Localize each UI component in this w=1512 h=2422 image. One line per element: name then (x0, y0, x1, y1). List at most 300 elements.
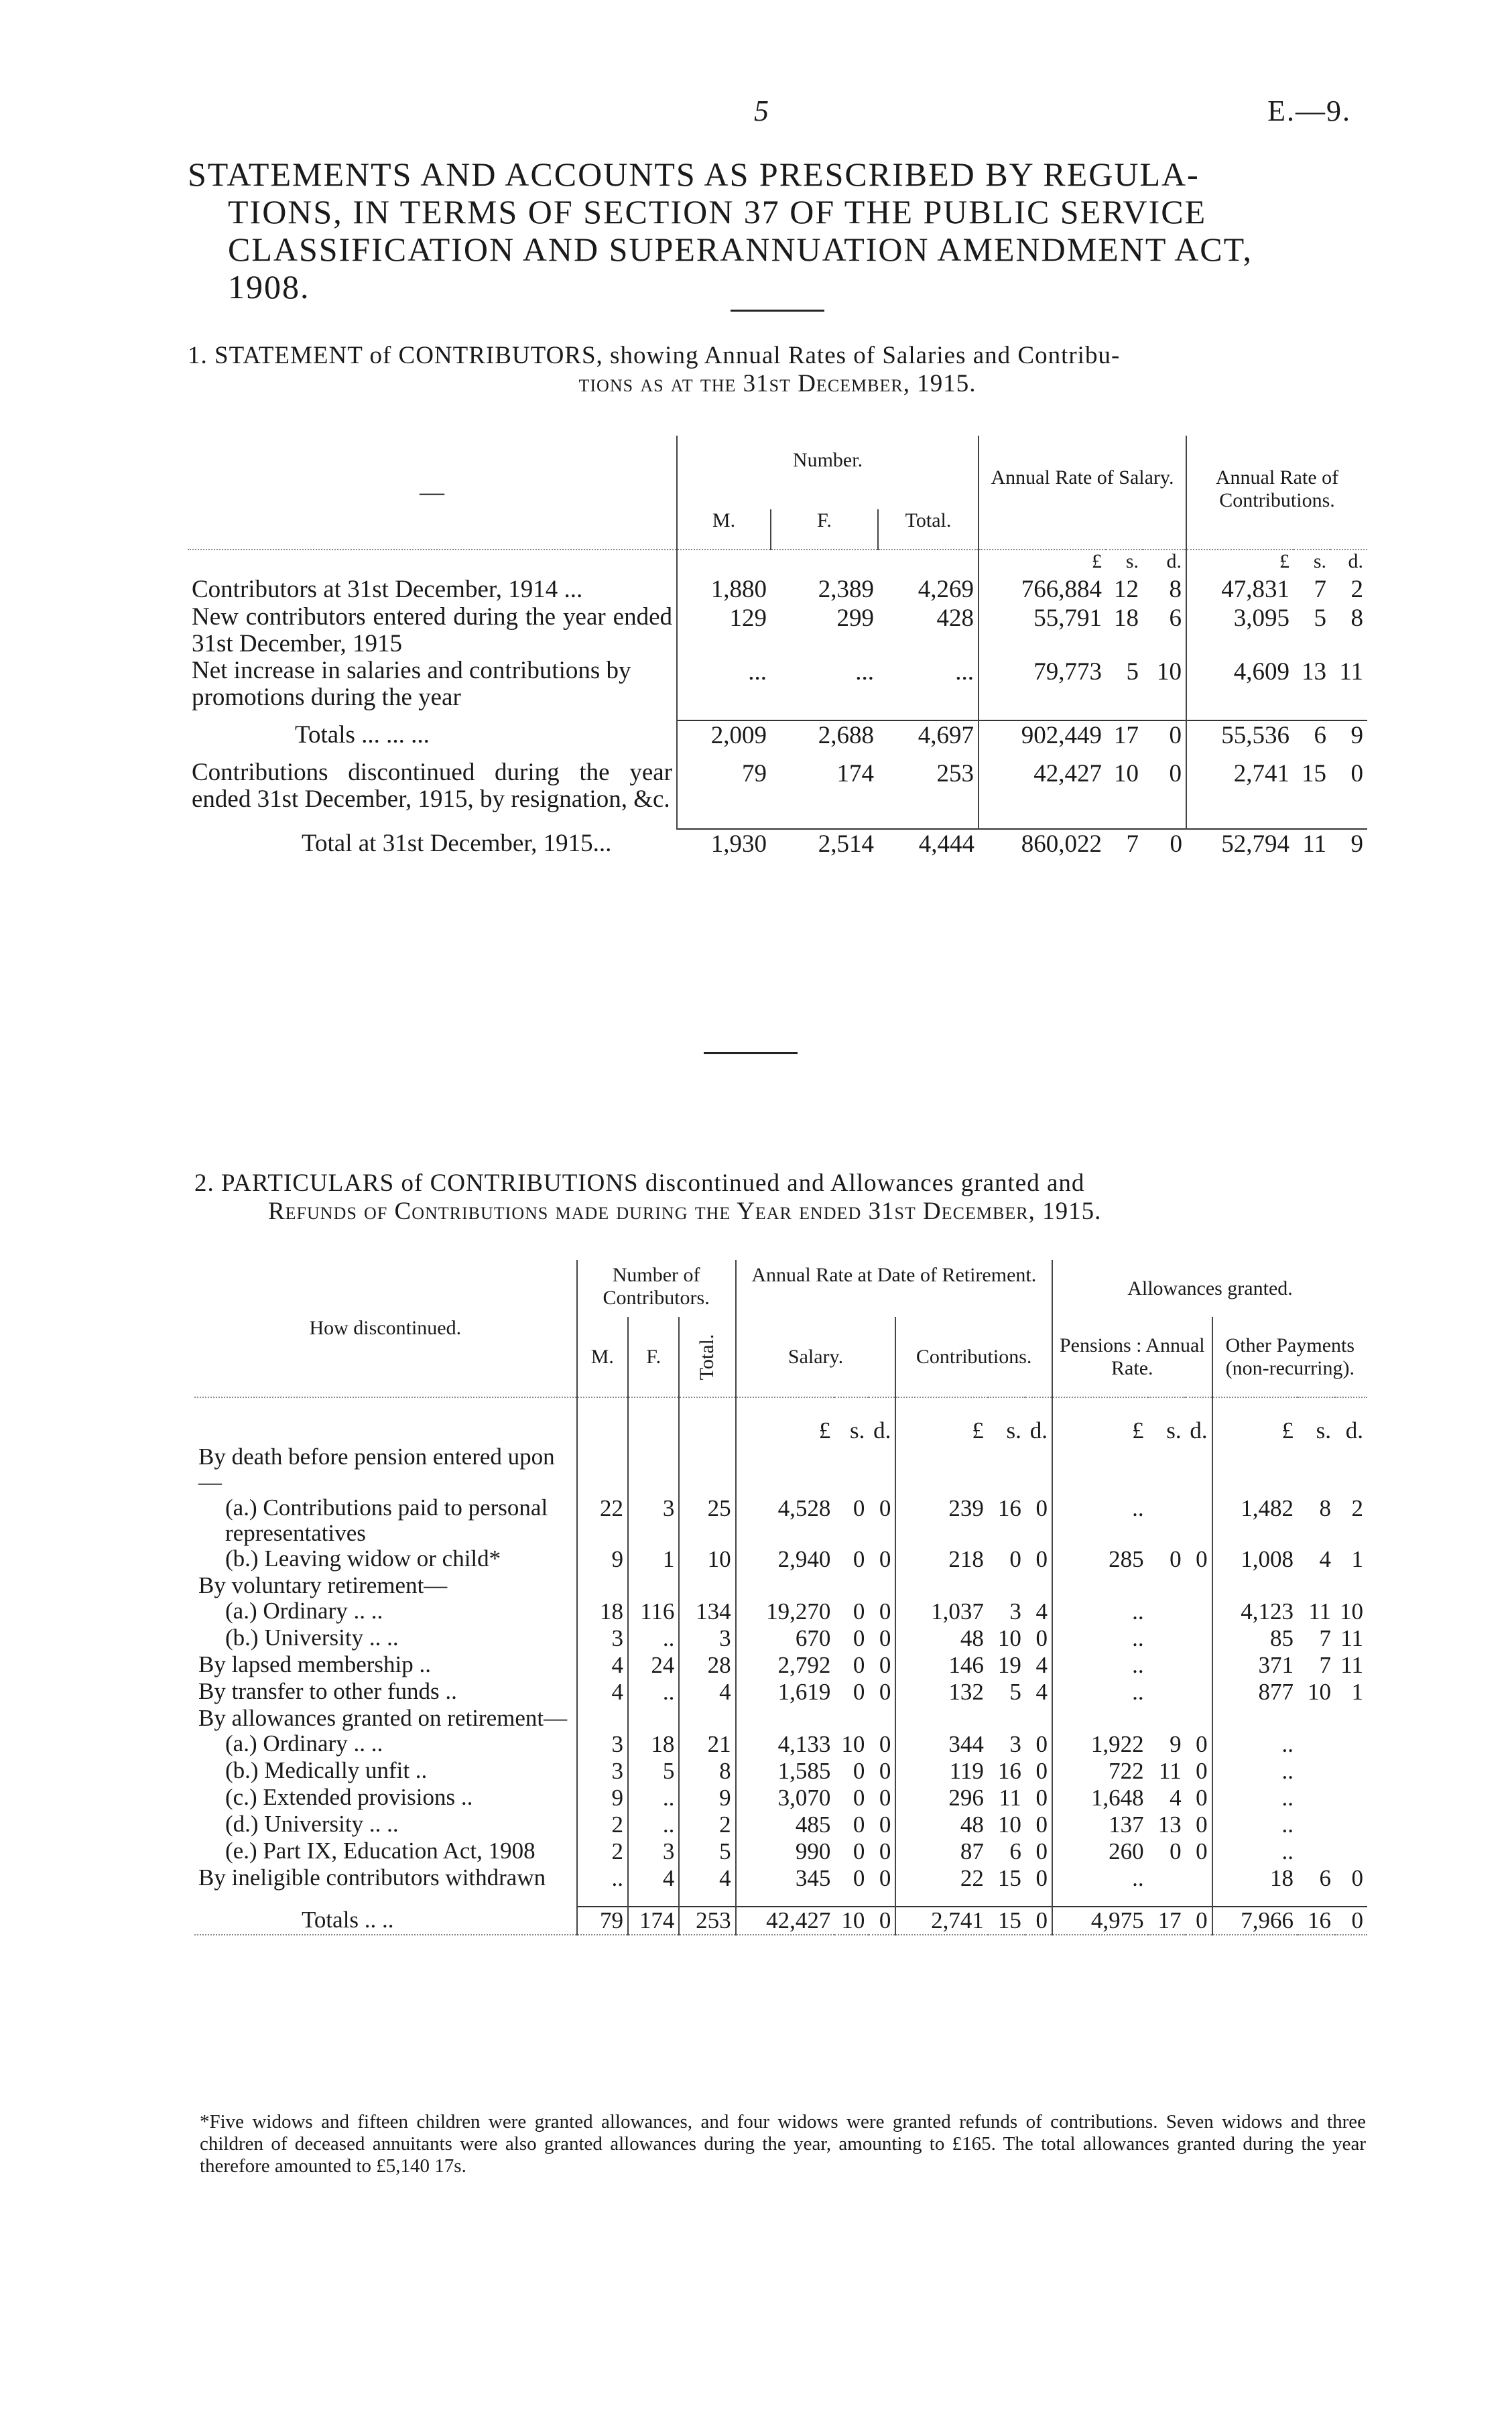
cell-other-pence: 1 (1351, 1546, 1363, 1572)
cell-salary-pounds: 3,070 (736, 1785, 835, 1811)
cell-total: 134 (679, 1598, 735, 1625)
cell-other-pence (1335, 1731, 1367, 1758)
cell-other-pence (1335, 1444, 1367, 1495)
cell-f: 174 (628, 1907, 679, 1935)
t2-unit-d: d. (1335, 1397, 1367, 1444)
cell-pension-pence: 0 (1196, 1546, 1208, 1572)
cell-other-pence: 1 (1351, 1679, 1363, 1705)
cell-total: 428 (936, 604, 974, 632)
cell-other-pounds: 1,008 (1212, 1546, 1298, 1573)
cell-total: 28 (679, 1652, 735, 1679)
cell-pension-pence (1186, 1598, 1212, 1625)
cell-m: 2 (577, 1811, 628, 1838)
cell-pension-pounds: 1,648 (1052, 1785, 1148, 1811)
cell-salary-shillings: 0 (853, 1546, 865, 1572)
cell-salary-pence: 0 (879, 1865, 891, 1891)
section2-heading-line2: Refunds of Contributions made during the Year ended 31st December, 1915. (268, 1198, 1102, 1225)
cell-other-shillings: 10 (1308, 1679, 1331, 1705)
cell-total: 4 (679, 1679, 735, 1706)
table1-totals-row (188, 720, 1367, 750)
cell-total: 253 (936, 760, 974, 787)
cell-salary-pounds (736, 1444, 835, 1495)
cell-salary-shillings: 0 (853, 1838, 865, 1864)
cell-pension-pence: 0 (1186, 1907, 1212, 1935)
cell-m: 3 (577, 1731, 628, 1758)
cell-salary-shillings: 0 (853, 1785, 865, 1811)
cell-pension-shillings: 11 (1158, 1758, 1182, 1784)
cell-contrib-pence: 11 (1339, 658, 1363, 686)
cell-contrib-pence: 0 (1025, 1907, 1052, 1935)
table2-header-total: Total. (679, 1317, 735, 1397)
cell-contrib-pence: 0 (1035, 1865, 1048, 1891)
cell-salary-pence: 8 (1169, 576, 1182, 603)
cell-total: ... (955, 658, 974, 686)
cell-contrib-pence: 0 (1035, 1758, 1048, 1784)
cell-salary-shillings: 0 (853, 1865, 865, 1891)
table2-row (194, 1811, 1367, 1838)
cell-f (628, 1444, 679, 1495)
table2-row (194, 1679, 1367, 1706)
series-code: E.—9. (1267, 94, 1351, 127)
cell-pension-pounds: 137 (1052, 1811, 1148, 1838)
cell-contrib-shillings: 10 (997, 1811, 1021, 1838)
cell-f: 116 (628, 1598, 679, 1625)
table1-row (188, 657, 1367, 711)
cell-other-shillings: 7 (1319, 1652, 1331, 1678)
cell-salary-pence: 0 (879, 1838, 891, 1864)
row-label: Totals .. .. (302, 1907, 394, 1933)
cell-total: 253 (679, 1907, 735, 1935)
cell-pension-shillings (1148, 1598, 1186, 1625)
discontinued-table (194, 1260, 1367, 1962)
page-number: 5 (754, 94, 769, 127)
cell-other-pence (1335, 1811, 1367, 1838)
cell-total: 21 (679, 1731, 735, 1758)
table2-row (194, 1495, 1367, 1546)
cell-other-pence: 2 (1351, 1495, 1363, 1521)
cell-contrib-shillings: 5 (1009, 1679, 1021, 1705)
cell-other-pounds: .. (1212, 1811, 1298, 1838)
cell-total: 10 (679, 1546, 735, 1573)
cell-salary-pence: 0 (1143, 720, 1186, 750)
cell-pension-pence (1186, 1495, 1212, 1546)
cell-pension-pence (1186, 1706, 1212, 1731)
cell-contrib-pounds: 47,831 (1186, 575, 1294, 604)
cell-pension-shillings (1148, 1652, 1186, 1679)
cell-salary-pence: 0 (879, 1679, 891, 1705)
cell-other-shillings (1298, 1444, 1335, 1495)
cell-m: 9 (577, 1546, 628, 1573)
cell-contrib-shillings: 3 (1009, 1731, 1021, 1757)
table1-header-dash: — (420, 479, 444, 506)
cell-f: 2,688 (771, 720, 878, 750)
cell-f: .. (628, 1679, 679, 1706)
cell-pension-pence (1186, 1865, 1212, 1892)
table2-row (194, 1838, 1367, 1865)
cell-total: 4,269 (918, 576, 974, 603)
section2-heading (194, 1169, 1367, 1226)
cell-pension-shillings (1148, 1625, 1186, 1652)
cell-f: 299 (836, 604, 874, 632)
cell-other-shillings: 6 (1319, 1865, 1331, 1891)
cell-salary-shillings: 7 (1106, 829, 1143, 858)
cell-pension-shillings: 0 (1170, 1546, 1182, 1572)
cell-pension-pence: 0 (1196, 1811, 1208, 1838)
table1-header-contrib: Annual Rate of Contributions. (1186, 436, 1367, 550)
section1-heading-line2: tions as at the 31st December, 1915. (578, 370, 976, 397)
cell-other-shillings (1298, 1706, 1335, 1731)
cell-pension-pence (1186, 1573, 1212, 1598)
cell-m: 3 (577, 1758, 628, 1785)
cell-m: 2,009 (677, 720, 771, 750)
cell-salary-pounds: 766,884 (979, 575, 1106, 604)
cell-other-pounds: 18 (1212, 1865, 1298, 1892)
cell-m: ... (677, 657, 771, 711)
cell-pension-shillings (1148, 1679, 1186, 1706)
cell-other-pounds: .. (1212, 1838, 1298, 1865)
cell-contrib-shillings: 16 (997, 1758, 1021, 1784)
cell-other-shillings: 11 (1308, 1598, 1331, 1624)
table2-totals-row (194, 1907, 1367, 1935)
cell-pension-pence (1186, 1652, 1212, 1679)
cell-other-shillings (1298, 1785, 1335, 1811)
row-label: Total at 31st December, 1915... (302, 830, 612, 857)
table2-row (194, 1625, 1367, 1652)
row-label: By allowances granted on retirement— (198, 1705, 568, 1731)
cell-pension-shillings: 4 (1170, 1785, 1182, 1811)
cell-pension-pence: 0 (1196, 1838, 1208, 1864)
cell-contrib-shillings: 10 (997, 1625, 1021, 1651)
cell-salary-pounds: 860,022 (979, 829, 1106, 858)
cell-pension-shillings (1148, 1706, 1186, 1731)
cell-total: 4,697 (878, 720, 979, 750)
title-line-3: CLASSIFICATION AND SUPERANNUATION AMENDMENT ACT, (228, 231, 1253, 268)
cell-other-pence: 0 (1335, 1907, 1367, 1935)
cell-m: .. (577, 1865, 628, 1892)
cell-salary-pounds: 990 (736, 1838, 835, 1865)
cell-pension-pounds: 722 (1052, 1758, 1148, 1785)
row-label: (a.) Contributions paid to personal representatives (225, 1494, 548, 1546)
cell-contrib-pence: 4 (1035, 1679, 1048, 1705)
row-label: (b.) University .. .. (225, 1624, 399, 1651)
cell-m: 2 (577, 1838, 628, 1865)
table2-header-other: Other Payments (non-recurring). (1212, 1317, 1367, 1397)
cell-total (679, 1706, 735, 1731)
table2-header-pensions: Pensions : Annual Rate. (1052, 1317, 1212, 1397)
table1-unit-pound2: £ (1186, 550, 1294, 575)
cell-salary-pence (869, 1573, 895, 1598)
table2-header-number: Number of Contributors. (577, 1260, 736, 1317)
cell-m (577, 1573, 628, 1598)
cell-m: 1,880 (677, 575, 771, 604)
cell-pension-pence: 0 (1196, 1785, 1208, 1811)
cell-salary-pounds: 2,792 (736, 1652, 835, 1679)
cell-pension-shillings (1148, 1444, 1186, 1495)
cell-m: 129 (677, 604, 771, 657)
table2-row (194, 1444, 1367, 1495)
cell-pension-pounds: 4,975 (1052, 1907, 1148, 1935)
cell-pension-shillings: 17 (1148, 1907, 1186, 1935)
cell-pension-pounds: .. (1052, 1865, 1148, 1892)
cell-contrib-shillings: 7 (1314, 576, 1326, 603)
cell-pension-pence: 0 (1196, 1758, 1208, 1784)
cell-salary-pence: 0 (879, 1811, 891, 1838)
table2-header-contributions: Contributions. (895, 1317, 1052, 1397)
row-label: (c.) Extended provisions .. (225, 1784, 473, 1810)
cell-other-shillings (1298, 1573, 1335, 1598)
cell-salary-pence: 6 (1169, 604, 1182, 632)
row-label: By voluntary retirement— (198, 1572, 448, 1598)
row-label: Net increase in salaries and contributions by promotions during the year (192, 657, 631, 711)
cell-contrib-pence: 0 (1035, 1495, 1048, 1521)
cell-m: 9 (577, 1785, 628, 1811)
t2-unit-d: d. (1186, 1397, 1212, 1444)
title-line-2: TIONS, IN TERMS OF SECTION 37 OF THE PUBLIC SERVICE (228, 193, 1207, 231)
cell-salary-shillings: 10 (841, 1731, 865, 1757)
cell-other-pounds: .. (1212, 1758, 1298, 1785)
cell-contrib-shillings: 15 (997, 1865, 1021, 1891)
cell-contrib-pounds: 55,536 (1186, 720, 1294, 750)
cell-f: 5 (628, 1758, 679, 1785)
cell-salary-shillings: 5 (1126, 658, 1139, 686)
table1-header-number: Number. (677, 436, 979, 509)
cell-salary-shillings (834, 1573, 869, 1598)
table1-row (188, 604, 1367, 657)
cell-m: 1,930 (677, 829, 771, 858)
cell-contrib-pence: 9 (1330, 829, 1367, 858)
table2-row (194, 1573, 1367, 1598)
cell-other-pounds: .. (1212, 1785, 1298, 1811)
table1-header-salary: Annual Rate of Salary. (979, 436, 1186, 550)
cell-f (628, 1706, 679, 1731)
cell-contrib-shillings: 11 (1294, 829, 1330, 858)
footnote: *Five widows and fifteen children were granted allowances, and four widows were granted refunds of contributions. Seven widows and three children of deceased annuitants were also granted allowances during the year, amounting to £165. The total allowances granted during the year therefore amounted to £5,140 17s. (200, 2111, 1366, 2177)
cell-f (628, 1573, 679, 1598)
cell-salary-pence: 0 (879, 1652, 891, 1678)
cell-salary-shillings (834, 1706, 869, 1731)
cell-salary-pounds (736, 1706, 835, 1731)
row-label: By transfer to other funds .. (198, 1678, 457, 1704)
t2-unit-pound: £ (736, 1397, 835, 1444)
cell-total: 4,444 (878, 829, 979, 858)
cell-contrib-shillings (988, 1706, 1025, 1731)
cell-salary-shillings: 12 (1114, 576, 1139, 603)
cell-total: 4 (679, 1865, 735, 1892)
cell-contrib-pounds: 48 (895, 1811, 988, 1838)
cell-contrib-pounds: 22 (895, 1865, 988, 1892)
cell-pension-pence (1186, 1679, 1212, 1706)
cell-salary-pounds: 902,449 (979, 720, 1106, 750)
cell-total: 5 (679, 1838, 735, 1865)
cell-salary-pence: 0 (879, 1625, 891, 1651)
cell-contrib-shillings: 5 (1314, 604, 1326, 632)
section-divider-rule (704, 1052, 798, 1054)
cell-total (679, 1573, 735, 1598)
table2-row (194, 1546, 1367, 1573)
table2-row (194, 1706, 1367, 1731)
cell-contrib-pence: 8 (1350, 604, 1363, 632)
cell-other-pence: 0 (1351, 1865, 1363, 1891)
cell-pension-shillings: 0 (1170, 1838, 1182, 1864)
cell-contrib-pence: 0 (1350, 760, 1363, 787)
cell-pension-pence (1186, 1444, 1212, 1495)
cell-contrib-pence (1025, 1444, 1052, 1495)
cell-pension-pounds: 285 (1052, 1546, 1148, 1573)
cell-contrib-shillings: 6 (1294, 720, 1330, 750)
cell-contrib-pence: 0 (1035, 1785, 1048, 1811)
cell-salary-pounds: 1,619 (736, 1679, 835, 1706)
table2-row (194, 1865, 1367, 1892)
cell-total: 3 (679, 1625, 735, 1652)
row-label: Totals ... ... ... (295, 721, 430, 749)
cell-salary-pounds: 670 (736, 1625, 835, 1652)
cell-contrib-pence: 0 (1035, 1731, 1048, 1757)
t2-unit-s: s. (988, 1397, 1025, 1444)
table2-header-m: M. (577, 1317, 628, 1397)
cell-salary-shillings: 0 (853, 1652, 865, 1678)
cell-salary-pounds: 345 (736, 1865, 835, 1892)
cell-other-pounds: 1,482 (1212, 1495, 1298, 1546)
cell-contrib-pence: 9 (1330, 720, 1367, 750)
cell-salary-pounds: 4,528 (736, 1495, 835, 1546)
cell-salary-shillings: 0 (853, 1679, 865, 1705)
cell-f: 3 (628, 1838, 679, 1865)
t2-unit-s: s. (834, 1397, 869, 1444)
cell-f: 2,514 (771, 829, 878, 858)
cell-salary-pence: 0 (879, 1598, 891, 1624)
cell-salary-pence: 0 (1143, 829, 1186, 858)
row-label: (b.) Medically unfit .. (225, 1757, 428, 1783)
cell-pension-shillings (1148, 1865, 1186, 1892)
cell-f: 18 (628, 1731, 679, 1758)
cell-m: 79 (577, 1907, 628, 1935)
cell-f: ... (855, 658, 874, 686)
cell-salary-shillings (834, 1444, 869, 1495)
cell-other-pounds: 4,123 (1212, 1598, 1298, 1625)
cell-salary-pounds: 79,773 (979, 657, 1106, 711)
cell-other-shillings (1298, 1811, 1335, 1838)
cell-pension-pounds: .. (1052, 1679, 1148, 1706)
cell-f: 2,389 (818, 576, 874, 603)
cell-salary-pounds: 55,791 (979, 604, 1106, 657)
cell-m (577, 1444, 628, 1495)
cell-contrib-pounds: 119 (895, 1758, 988, 1785)
cell-m: 18 (577, 1598, 628, 1625)
cell-other-pounds (1212, 1444, 1298, 1495)
row-label: Contributors at 31st December, 1914 ... (192, 576, 583, 603)
cell-pension-pounds: .. (1052, 1598, 1148, 1625)
cell-other-pence: 11 (1340, 1625, 1363, 1651)
cell-other-pounds: .. (1212, 1731, 1298, 1758)
cell-total: 2 (679, 1811, 735, 1838)
cell-contrib-pounds (895, 1573, 988, 1598)
section1-heading-line1: 1. STATEMENT of CONTRIBUTORS, showing Annual Rates of Salaries and Contribu- (188, 342, 1121, 369)
cell-salary-pounds: 1,585 (736, 1758, 835, 1785)
cell-contrib-shillings: 16 (997, 1495, 1021, 1521)
cell-contrib-pounds: 2,741 (895, 1907, 988, 1935)
cell-salary-shillings: 10 (1114, 760, 1139, 787)
cell-salary-pence: 0 (879, 1731, 891, 1757)
cell-contrib-pence: 2 (1350, 576, 1363, 603)
cell-total: 25 (679, 1495, 735, 1546)
cell-f: .. (628, 1785, 679, 1811)
cell-contrib-pounds: 296 (895, 1785, 988, 1811)
cell-pension-pounds (1052, 1706, 1148, 1731)
cell-other-shillings: 8 (1319, 1495, 1331, 1521)
cell-other-pence (1335, 1758, 1367, 1785)
row-label: By death before pension entered upon— (198, 1444, 555, 1495)
cell-f: 3 (628, 1495, 679, 1546)
table2-row (194, 1758, 1367, 1785)
cell-m: 4 (577, 1652, 628, 1679)
table1-unit-pound: £ (979, 550, 1106, 575)
cell-m (577, 1706, 628, 1731)
table1-row (188, 759, 1367, 813)
cell-other-pounds: 85 (1212, 1625, 1298, 1652)
cell-other-pence (1335, 1573, 1367, 1598)
cell-contrib-shillings: 19 (997, 1652, 1021, 1678)
row-label: By ineligible contributors withdrawn (198, 1864, 546, 1891)
table2-header-how: How discontinued. (309, 1317, 462, 1339)
cell-f: .. (628, 1811, 679, 1838)
cell-pension-pounds (1052, 1573, 1148, 1598)
cell-contrib-shillings: 0 (1009, 1546, 1021, 1572)
cell-f: 4 (628, 1865, 679, 1892)
cell-other-shillings: 4 (1319, 1546, 1331, 1572)
row-label: (d.) University .. .. (225, 1811, 399, 1837)
table1-unit-d2: d. (1330, 550, 1367, 575)
cell-contrib-pence: 0 (1035, 1625, 1048, 1651)
cell-salary-pence: 0 (879, 1785, 891, 1811)
t2-unit-pound: £ (895, 1397, 988, 1444)
cell-contrib-pence: 4 (1035, 1652, 1048, 1678)
section1-heading (188, 342, 1367, 398)
row-label: (e.) Part IX, Education Act, 1908 (225, 1838, 536, 1864)
row-label: (a.) Ordinary .. .. (225, 1598, 383, 1624)
cell-salary-shillings: 0 (853, 1811, 865, 1838)
cell-salary-shillings: 0 (853, 1598, 865, 1624)
table1-header-m: M. (677, 509, 771, 550)
cell-m: 22 (577, 1495, 628, 1546)
cell-contrib-shillings: 15 (988, 1907, 1025, 1935)
cell-total: 8 (679, 1758, 735, 1785)
cell-contrib-shillings: 15 (1302, 760, 1326, 787)
table2-row (194, 1785, 1367, 1811)
cell-contrib-pence: 0 (1035, 1811, 1048, 1838)
cell-salary-pence: 0 (879, 1546, 891, 1572)
cell-contrib-pence (1025, 1573, 1052, 1598)
cell-pension-shillings: 9 (1170, 1731, 1182, 1757)
title-rule (731, 310, 824, 312)
cell-pension-pounds: 1,922 (1052, 1731, 1148, 1758)
cell-contrib-pounds: 218 (895, 1546, 988, 1573)
table1-grand-total-row (188, 829, 1367, 858)
cell-salary-shillings: 0 (853, 1758, 865, 1784)
row-label: (a.) Ordinary .. .. (225, 1730, 383, 1757)
cell-other-pounds: 371 (1212, 1652, 1298, 1679)
cell-salary-shillings: 17 (1106, 720, 1143, 750)
cell-f: 24 (628, 1652, 679, 1679)
cell-f: 174 (836, 760, 874, 787)
cell-other-shillings (1298, 1838, 1335, 1865)
cell-contrib-pounds: 2,741 (1186, 759, 1294, 813)
cell-contrib-pounds: 344 (895, 1731, 988, 1758)
cell-contrib-pounds: 48 (895, 1625, 988, 1652)
cell-salary-pence: 0 (879, 1758, 891, 1784)
table2-header-salary: Salary. (736, 1317, 896, 1397)
cell-pension-pounds: 260 (1052, 1838, 1148, 1865)
cell-other-shillings (1298, 1758, 1335, 1785)
